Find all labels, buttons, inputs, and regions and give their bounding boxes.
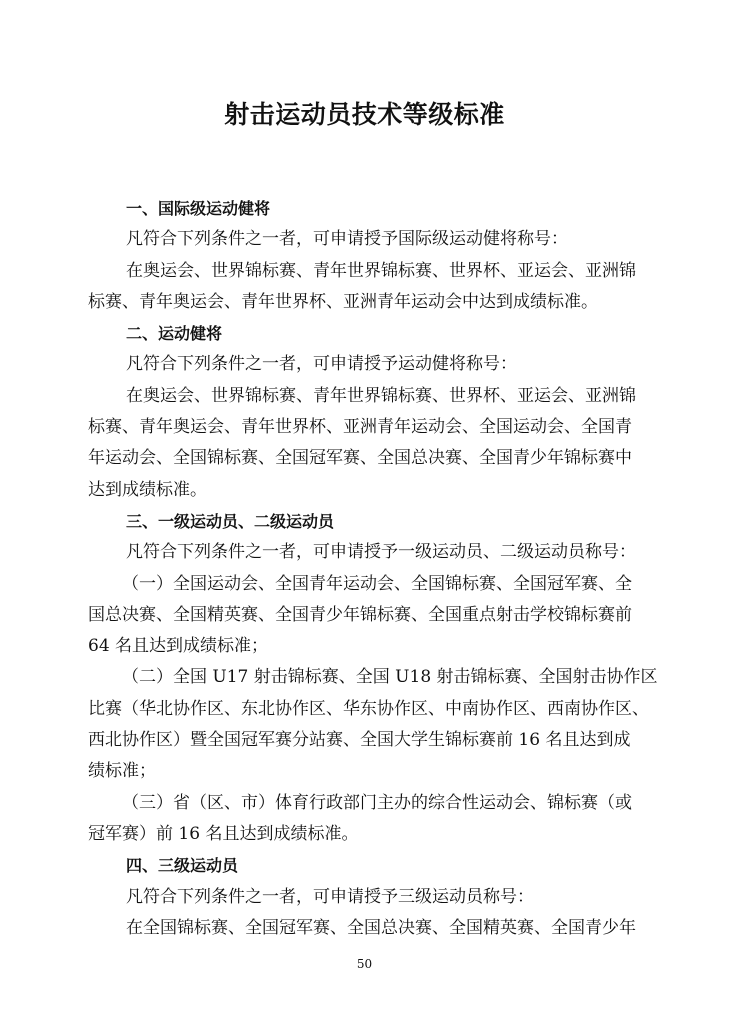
paragraph-line: 国总决赛、全国精英赛、全国青少年锦标赛、全国重点射击学校锦标赛前 [88,604,632,625]
paragraph-line: （一）全国运动会、全国青年运动会、全国锦标赛、全国冠军赛、全 [122,573,632,594]
paragraph-line: 标赛、青年奥运会、青年世界杯、亚洲青年运动会、全国运动会、全国青 [88,417,632,438]
paragraph-line: 达到成绩标准。 [88,479,207,500]
paragraph-line: （二）全国 U17 射击锦标赛、全国 U18 射击锦标赛、全国射击协作区 [122,667,658,688]
paragraph-line: 凡符合下列条件之一者，可申请授予国际级运动健将称号： [126,229,568,250]
paragraph-line: （三）省（区、市）体育行政部门主办的综合性运动会、锦标赛（或 [122,792,632,813]
paragraph-line: 冠军赛）前 16 名且达到成绩标准。 [88,823,359,844]
paragraph-line: 在奥运会、世界锦标赛、青年世界锦标赛、世界杯、亚运会、亚洲锦 [126,260,636,281]
paragraph-line: 比赛（华北协作区、东北协作区、华东协作区、中南协作区、西南协作区、 [88,698,649,719]
section-heading-master: 二、运动健将 [126,324,223,344]
document-body [88,193,658,944]
paragraph-line: 年运动会、全国锦标赛、全国冠军赛、全国总决赛、全国青少年锦标赛中 [88,448,632,469]
paragraph-line: 在全国锦标赛、全国冠军赛、全国总决赛、全国精英赛、全国青少年 [126,917,636,938]
section-heading-first-second-class: 三、一级运动员、二级运动员 [126,511,335,531]
section-heading-third-class: 四、三级运动员 [126,856,239,876]
section-heading-international-master: 一、国际级运动健将 [126,199,271,218]
paragraph-line: 凡符合下列条件之一者，可申请授予一级运动员、二级运动员称号： [126,542,636,563]
paragraph-line: 绩标准； [88,761,156,782]
document-title: 射击运动员技术等级标准 [224,100,505,129]
paragraph-line: 标赛、青年奥运会、青年世界杯、亚洲青年运动会中达到成绩标准。 [88,291,598,312]
paragraph-line: 西北协作区）暨全国冠军赛分站赛、全国大学生锦标赛前 16 名且达到成 [88,730,631,751]
paragraph-line: 凡符合下列条件之一者，可申请授予三级运动员称号： [126,886,534,907]
paragraph-line: 凡符合下列条件之一者，可申请授予运动健将称号： [126,354,517,375]
paragraph-line: 在奥运会、世界锦标赛、青年世界锦标赛、世界杯、亚运会、亚洲锦 [126,385,636,406]
paragraph-line: 64 名且达到成绩标准； [88,636,269,657]
page-number: 50 [356,957,373,971]
